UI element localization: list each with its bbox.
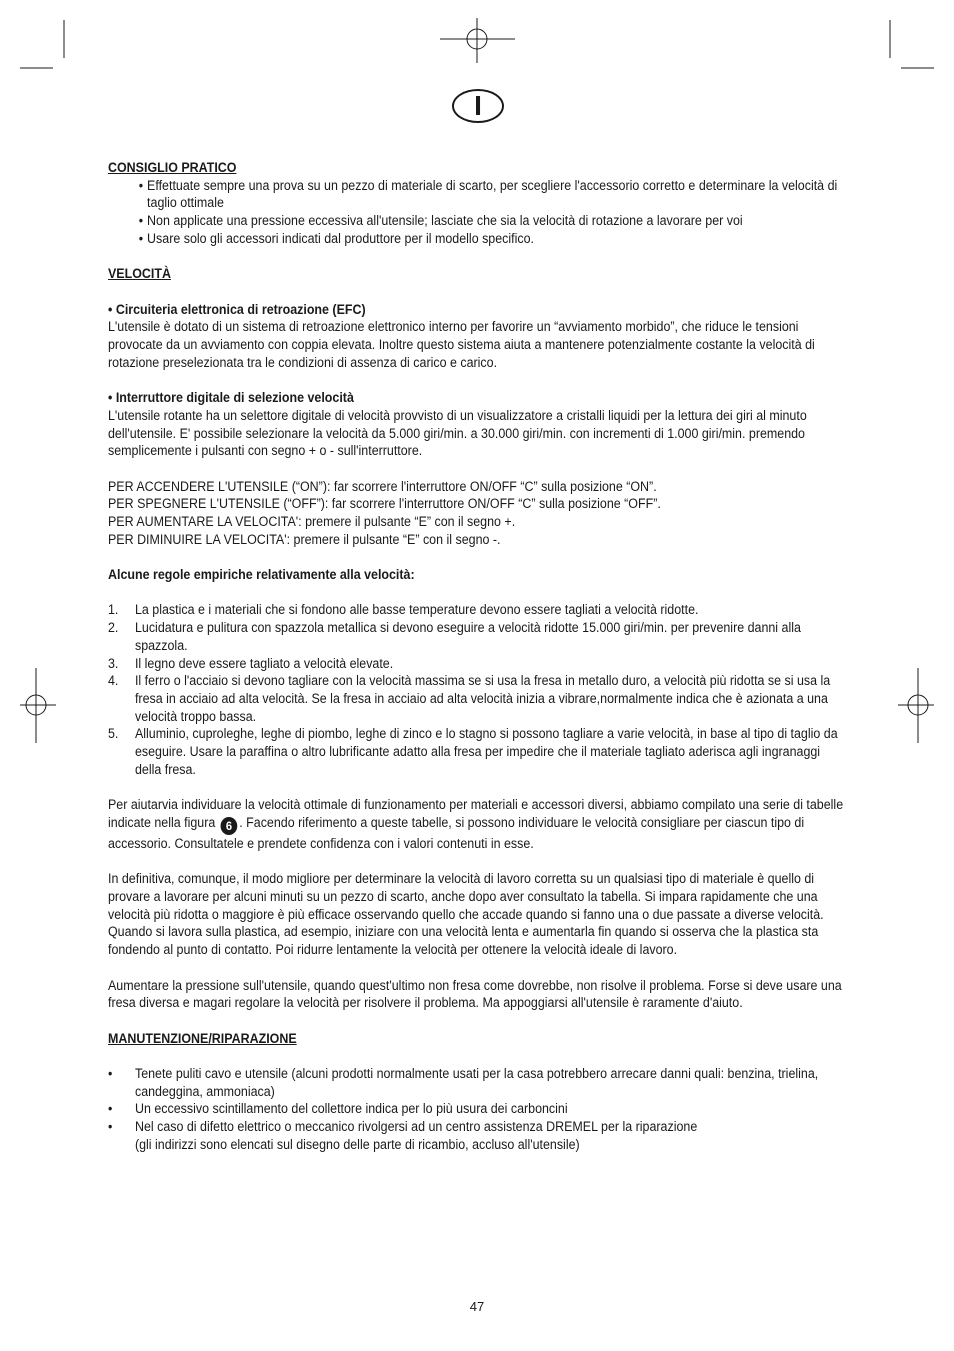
bullet: • — [108, 1119, 113, 1135]
item-number: 3. — [108, 655, 119, 671]
language-badge — [452, 89, 504, 123]
rules-list — [108, 601, 848, 778]
item-text: Tenete puliti cavo e utensile (alcuni prodotti normalmente usati per la casa potrebbero arrecare danni quali: benzina, trielina, candeggina, ammoniaca) — [134, 1065, 819, 1099]
page-content — [108, 159, 848, 1154]
digital-switch-title: • Interruttore digitale di selezione velocità — [108, 390, 354, 406]
digital-switch-text: L'utensile rotante ha un selettore digitale di velocità provvisto di un visualizzatore a cristalli liquidi per la lettura dei giri al minuto dell'utensile. E' possibile selezionare la velocità da 5.000 giri/min. a 30.000 giri/min. con incrementi di 1.000 giri/min. premendo semplicemente i pulsanti con segno + o - sull'interruttore. — [108, 407, 807, 459]
heading-maintenance: MANUTENZIONE/RIPARAZIONE — [108, 1030, 297, 1046]
list-item: • Effettuate sempre una prova su un pezzo di materiale di scarto, per scegliere l'accessorio corretto e determinare la velocità di taglio ottimale — [139, 177, 849, 212]
list-item — [108, 619, 848, 654]
registration-target-right — [898, 668, 934, 743]
item-number: 1. — [108, 602, 119, 618]
list-item — [108, 1118, 848, 1153]
bullet: • — [108, 1101, 113, 1117]
tips-list — [108, 177, 848, 248]
figure-reference-icon: 6 — [221, 817, 238, 835]
maintenance-list — [108, 1065, 848, 1154]
item-text: Il ferro o l'acciaio si devono tagliare con la velocità massima se si usa la fresa in metallo duro, a velocità più ridotta se si usa la fresa in acciaio ad alta velocità. Se la fresa in acciaio ad alta velocità inizia a vibrare,normalmente indica che è azionata a una velocità troppo bassa. — [134, 673, 831, 724]
item-text: Alluminio, cuproleghe, leghe di piombo, leghe di zinco e lo stagno si possono tagliare a varie velocità, in base al tipo di taglio da eseguire. Usare la paraffina o altro lubrificante adatto alla fresa per impedire che il materiale tagliato aderisca agli ingranaggi della fresa. — [134, 726, 838, 777]
bullet: • — [108, 1065, 113, 1081]
heading-speed: VELOCITÀ — [108, 266, 171, 282]
list-item — [108, 1065, 848, 1100]
item-text: Un eccessivo scintillamento del collettore indica per lo più usura dei carboncini — [134, 1101, 568, 1117]
registration-target-top — [440, 18, 515, 63]
item-number: 5. — [108, 726, 119, 742]
registration-target-left — [20, 668, 56, 743]
item-text: Il legno deve essere tagliato a velocità elevate. — [134, 655, 394, 671]
list-item: • Non applicate una pressione eccessiva all'utensile; lasciate che sia la velocità di rotazione a lavorare per voi — [139, 212, 849, 230]
instruction-increase: PER AUMENTARE LA VELOCITA': premere il pulsante “E” con il segno +. — [108, 514, 516, 529]
item-text: La plastica e i materiali che si fondono alle basse temperature devono essere tagliati a velocità ridotte. — [134, 602, 699, 618]
language-code: I — [474, 90, 482, 121]
list-item — [108, 655, 848, 673]
item-text: Lucidatura e pulitura con spazzola metallica si devono eseguire a velocità ridotte 15.000 giri/min. per prevenire danni alla spazzola. — [134, 620, 801, 653]
conclusion-paragraph: In definitiva, comunque, il modo migliore per determinare la velocità di lavoro corretta su un qualsiasi tipo di materiale è quello di provare a lavorare per alcuni minuti su un pezzo di scarto, anche dopo aver consultato la tabella. Si impara rapidamente che una velocità più ridotta o maggiore è più efficace osservando quello che accade quando si fanno una o due passate a diverse velocità. Quando si lavora sulla plastica, ad esempio, iniziare con una velocità lenta e aumentarla fin quando si osserva che la plastica sta fondendo al punto di contatto. Poi ridurre lentamente la velocità per ottenere la velocità ideale di lavoro. — [108, 871, 824, 958]
item-number: 4. — [108, 673, 119, 689]
list-item — [108, 725, 848, 778]
rules-heading: Alcune regole empiriche relativamente alla velocità: — [108, 567, 415, 583]
list-item — [108, 1100, 848, 1118]
tables-text-before: Per aiutarvia individuare la velocità ottimale di funzionamento per materiali e accessori diversi, abbiamo compilato una serie di tabelle indicate nella figura — [108, 797, 844, 830]
instruction-decrease: PER DIMINUIRE LA VELOCITA': premere il pulsante “E” con il segno -. — [108, 531, 501, 547]
page-number: 47 — [469, 1299, 485, 1314]
item-number: 2. — [108, 620, 119, 636]
list-item: • Usare solo gli accessori indicati dal produttore per il modello specifico. — [139, 230, 849, 248]
heading-tips: CONSIGLIO PRATICO — [108, 160, 237, 175]
tables-paragraph — [108, 796, 848, 852]
item-text: Nel caso di difetto elettrico o meccanico rivolgersi ad un centro assistenza DREMEL per la riparazione — [134, 1119, 698, 1135]
maintenance-note: (gli indirizzi sono elencati sul disegno delle parte di ricambio, accluso all'utensile) — [134, 1136, 580, 1152]
list-item — [108, 672, 848, 725]
efc-title: • Circuiteria elettronica di retroazione (EFC) — [108, 301, 366, 317]
instruction-off: PER SPEGNERE L'UTENSILE (“OFF”): far scorrere l'interruttore ON/OFF “C” sulla posizione “OFF”. — [108, 496, 661, 512]
instruction-on: PER ACCENDERE L'UTENSILE (“ON”): far scorrere l'interruttore ON/OFF “C” sulla posizione “ON”. — [108, 478, 657, 494]
efc-text: L'utensile è dotato di un sistema di retroazione elettronico interno per favorire un “avviamento morbido”, che riduce le tensioni provocate da un avviamento con coppia elevata. Inoltre questo sistema aiuta a mantenere potenzialmente costante la velocità di rotazione preselezionata tra le condizioni di assenza di carico e carico. — [108, 319, 815, 370]
list-item — [108, 601, 848, 619]
pressure-paragraph: Aumentare la pressione sull'utensile, quando quest'ultimo non fresa come dovrebbe, non risolve il problema. Forse si deve usare una fresa diversa e magari regolare la velocità per risolvere il problema. Ma appoggiarsi all'utensile è raramente d'aiuto. — [108, 977, 842, 1011]
tables-text-after: . Facendo riferimento a queste tabelle, si possono individuare le velocità consigliare per ciascun tipo di accessorio. Consultatele e prendete confidenza con i valori contenuti in esse. — [108, 814, 805, 851]
